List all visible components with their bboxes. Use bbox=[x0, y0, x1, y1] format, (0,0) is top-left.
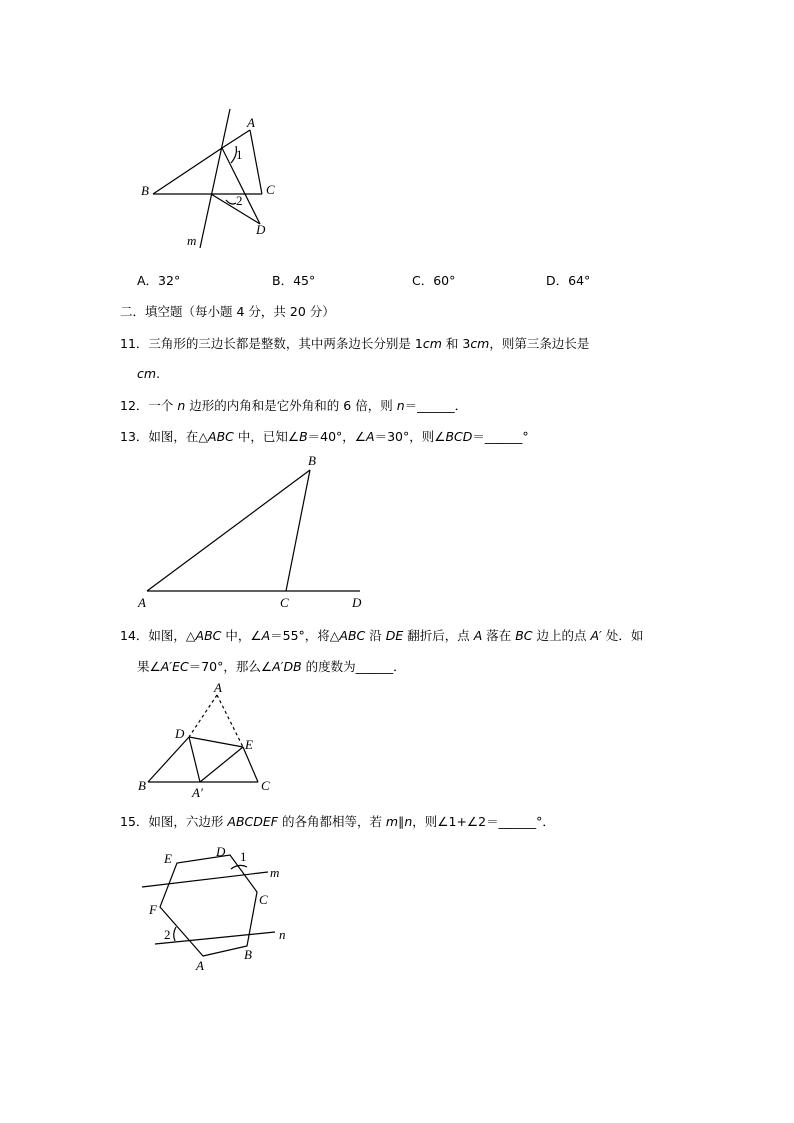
q13-text-b: 中，已知∠ bbox=[233, 429, 300, 444]
q12-var-n: n bbox=[177, 398, 186, 413]
label-a: A bbox=[247, 115, 255, 130]
label-m: m bbox=[270, 865, 280, 880]
line-n bbox=[155, 932, 275, 944]
label-m: m bbox=[187, 233, 197, 248]
q13-angle-bcd: BCD bbox=[445, 429, 473, 444]
label-angle-1: 1 bbox=[236, 147, 243, 162]
label-c: C bbox=[259, 892, 268, 907]
label-a: A bbox=[138, 595, 146, 610]
q14-side-bc: BC bbox=[515, 628, 533, 643]
q14-text-a: 14．如图，△ bbox=[120, 628, 196, 643]
label-b: B bbox=[244, 947, 252, 962]
label-e: E bbox=[245, 737, 253, 752]
q12-text-b: 边形的内角和是它外角和的 6 倍，则 bbox=[185, 398, 397, 413]
label-a: A bbox=[214, 680, 222, 695]
q15-text-b: 的各角都相等，若 bbox=[277, 814, 386, 829]
q13-text-d: ＝30°，则∠ bbox=[374, 429, 446, 444]
q14-point-a: A bbox=[473, 628, 483, 643]
q14-text-d: 沿 bbox=[365, 628, 386, 643]
q13-text-c: ＝40°，∠ bbox=[307, 429, 367, 444]
label-angle-1: 1 bbox=[240, 849, 247, 864]
q13-tri: ABC bbox=[208, 429, 234, 444]
option-b: B．45° bbox=[272, 273, 316, 288]
q14-tri: ABC bbox=[195, 628, 222, 643]
q11-unit-1: cm bbox=[422, 336, 442, 351]
label-aprime: A′ bbox=[192, 785, 203, 800]
q12-var-n2: n bbox=[396, 398, 405, 413]
q14-angle-adb: A′DB bbox=[272, 659, 302, 674]
q14-text-f: 落在 bbox=[482, 628, 516, 643]
label-n: n bbox=[279, 927, 286, 942]
option-d: D．64° bbox=[546, 273, 591, 288]
q14-text-b: 中，∠ bbox=[221, 628, 262, 643]
label-b: B bbox=[141, 183, 149, 198]
q14-text-h: 处．如 bbox=[601, 628, 644, 643]
q12-text-c: ＝______． bbox=[404, 398, 468, 413]
q14-text-g: 边上的点 bbox=[532, 628, 591, 643]
label-d: D bbox=[256, 222, 266, 237]
label-angle-2: 2 bbox=[236, 193, 243, 208]
q14-l2-c: 的度数为______． bbox=[301, 659, 406, 674]
q11-unit-3: cm bbox=[137, 366, 157, 381]
q15-polygon: ABCDEF bbox=[227, 814, 278, 829]
q13-text-a: 13．如图，在△ bbox=[120, 429, 209, 444]
q13-angle-b: B bbox=[299, 429, 308, 444]
label-a: A bbox=[196, 958, 204, 973]
q13-text-e: ＝______° bbox=[472, 429, 529, 444]
q15-text-a: 15．如图，六边形 bbox=[120, 814, 228, 829]
q14-seg-de: DE bbox=[385, 628, 404, 643]
label-d: D bbox=[175, 726, 185, 741]
label-c: C bbox=[266, 182, 275, 197]
label-d: D bbox=[352, 595, 362, 610]
line-m bbox=[142, 872, 268, 887]
label-b: B bbox=[308, 453, 316, 468]
angle-2-arc bbox=[174, 927, 176, 941]
q14-tri2: ABC bbox=[339, 628, 366, 643]
q14-l2-a: 果∠ bbox=[137, 659, 161, 674]
label-angle-2: 2 bbox=[164, 927, 171, 942]
q12-text-a: 12．一个 bbox=[120, 398, 178, 413]
option-a: A．32° bbox=[137, 273, 181, 288]
q11-text-a: 11．三角形的三边长都是整数，其中两条边长分别是 1 bbox=[120, 336, 423, 351]
q11-text-b: 和 3 bbox=[441, 336, 471, 351]
q11-end: . bbox=[156, 366, 161, 381]
q11-unit-2: cm bbox=[470, 336, 490, 351]
q14-text-c: ＝55°，将△ bbox=[270, 628, 340, 643]
q14-text-e: 翻折后，点 bbox=[403, 628, 474, 643]
q14-angle-aec: A′EC bbox=[160, 659, 189, 674]
q15-parallel: m∥n bbox=[385, 814, 413, 829]
q14-l2-b: ＝70°，那么∠ bbox=[188, 659, 273, 674]
q13-angle-a: A bbox=[366, 429, 375, 444]
q11-text-c: ，则第三条边长是 bbox=[489, 336, 590, 351]
label-c: C bbox=[280, 595, 289, 610]
label-e: E bbox=[164, 851, 172, 866]
label-d: D bbox=[216, 844, 226, 859]
label-c: C bbox=[261, 778, 270, 793]
section-heading: 二．填空题（每小题 4 分，共 20 分） bbox=[120, 304, 335, 319]
label-f: F bbox=[149, 902, 157, 917]
q15-text-c: ，则∠1+∠2＝______°． bbox=[412, 814, 555, 829]
label-b: B bbox=[138, 778, 146, 793]
q14-angle-a: A bbox=[261, 628, 271, 643]
option-c: C．60° bbox=[412, 273, 456, 288]
q14-point-aprime: A′ bbox=[590, 628, 602, 643]
